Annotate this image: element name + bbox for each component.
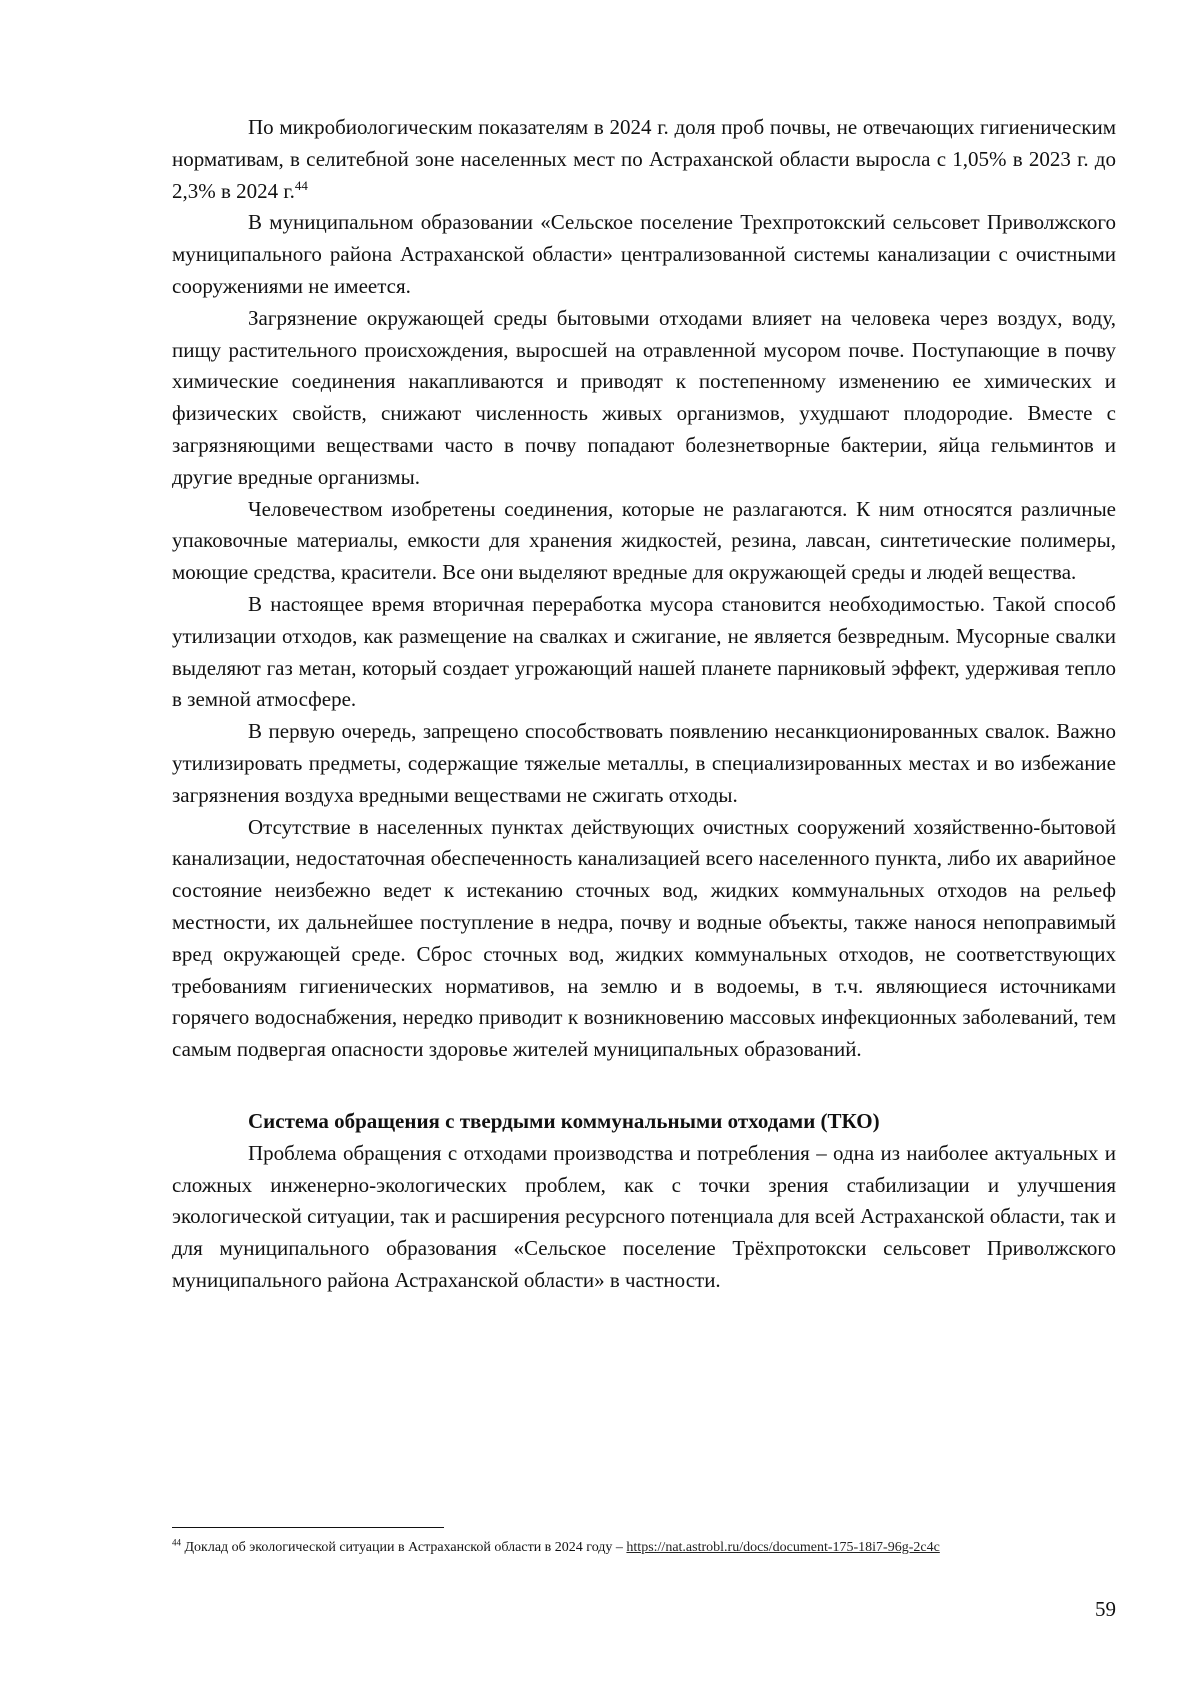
paragraph-waste-management-problem: Проблема обращения с отходами производства и потребления – одна из наиболее актуальных и сложных инженерно-экологических проблем, как с точки зрения стабилизации и улучшения экологической ситуации, так и расширения ресурсного потенциала для всей Астраханской области, так и для муниципального образования «Сельское поселение Трёхпротокски сельсовет Приволжского муниципального района Астраханской области» в частности.: [172, 1140, 1116, 1292]
paragraph-unauthorized-dumps: В первую очередь, запрещено способствовать появлению несанкционированных свалок. Важно утилизировать предметы, содержащие тяжелые металлы, в специализированных местах и во избежание загрязнения воздуха вредными веществами не сжигать отходы.: [172, 719, 1116, 807]
page-number: 59: [1095, 1597, 1116, 1621]
document-body: [172, 112, 1116, 1297]
footnote-text: Доклад об экологической ситуации в Астраханской области в 2024 году –: [184, 1540, 627, 1555]
section-heading: Система обращения с твердыми коммунальными отходами (ТКО): [248, 1108, 880, 1133]
paragraph-household-waste-pollution: Загрязнение окружающей среды бытовыми отходами влияет на человека через воздух, воду, пищу растительного происхождения, выросшей на отравленной мусором почве. Поступающие в почву химические соединения накапливаются и приводят к постепенному изменению ее химических и физических свойств, снижают численность живых организмов, ухудшают плодородие. Вместе с загрязняющими веществами часто в почву попадают болезнетворные бактерии, яйца гельминтов и другие вредные организмы.: [172, 305, 1116, 489]
footnote-number: 44: [172, 1537, 181, 1548]
paragraph-wastewater: Отсутствие в населенных пунктах действующих очистных сооружений хозяйственно-бытовой канализации, недостаточная обеспеченность канализацией всего населенного пункта, либо их аварийное состояние неизбежно ведет к истеканию сточных вод, жидких коммунальных отходов на рельеф местности, их дальнейшее поступление в недра, почву и водные объекты, также нанося непоправимый вред окружающей среде. Сброс сточных вод, жидких коммунальных отходов, не соответствующих требованиям гигиенических нормативов, на землю и в водоемы, в т.ч. являющиеся источниками горячего водоснабжения, нередко приводит к возникновению массовых инфекционных заболеваний, тем самым подвергая опасности здоровье жителей муниципальных образований.: [172, 814, 1116, 1062]
footnote-link[interactable]: https://nat.astrobl.ru/docs/document-175-18i7-96g-2c4c: [626, 1540, 940, 1555]
paragraph-sewerage-absence: В муниципальном образовании «Сельское поселение Трехпротокский сельсовет Приволжского муниципального района Астраханской области» централизованной системы канализации с очистными сооружениями не имеется.: [172, 210, 1116, 298]
footnote: [172, 1538, 1116, 1557]
paragraph-soil-microbiology: [172, 112, 1116, 207]
paragraph-recycling: В настоящее время вторичная переработка мусора становится необходимостью. Такой способ утилизации отходов, как размещение на свалках и сжигание, не является безвредным. Мусорные свалки выделяют газ метан, который создает угрожающий нашей планете парниковый эффект, удерживая тепло в земной атмосфере.: [172, 591, 1116, 712]
footnote-separator: [172, 1527, 444, 1528]
paragraph-text: По микробиологическим показателям в 2024 г. доля проб почвы, не отвечающих гигиеническим нормативам, в селитебной зоне населенных мест по Астраханской области выросла с 1,05% в 2023 г. до 2,3% в 2024 г.: [172, 115, 1116, 203]
paragraph-non-degradable-compounds: Человечеством изобретены соединения, которые не разлагаются. К ним относятся различные упаковочные материалы, емкости для хранения жидкостей, резина, лавсан, синтетические полимеры, моющие средства, красители. Все они выделяют вредные для окружающей среды и людей вещества.: [172, 496, 1116, 585]
footnote-reference[interactable]: 44: [294, 177, 308, 193]
